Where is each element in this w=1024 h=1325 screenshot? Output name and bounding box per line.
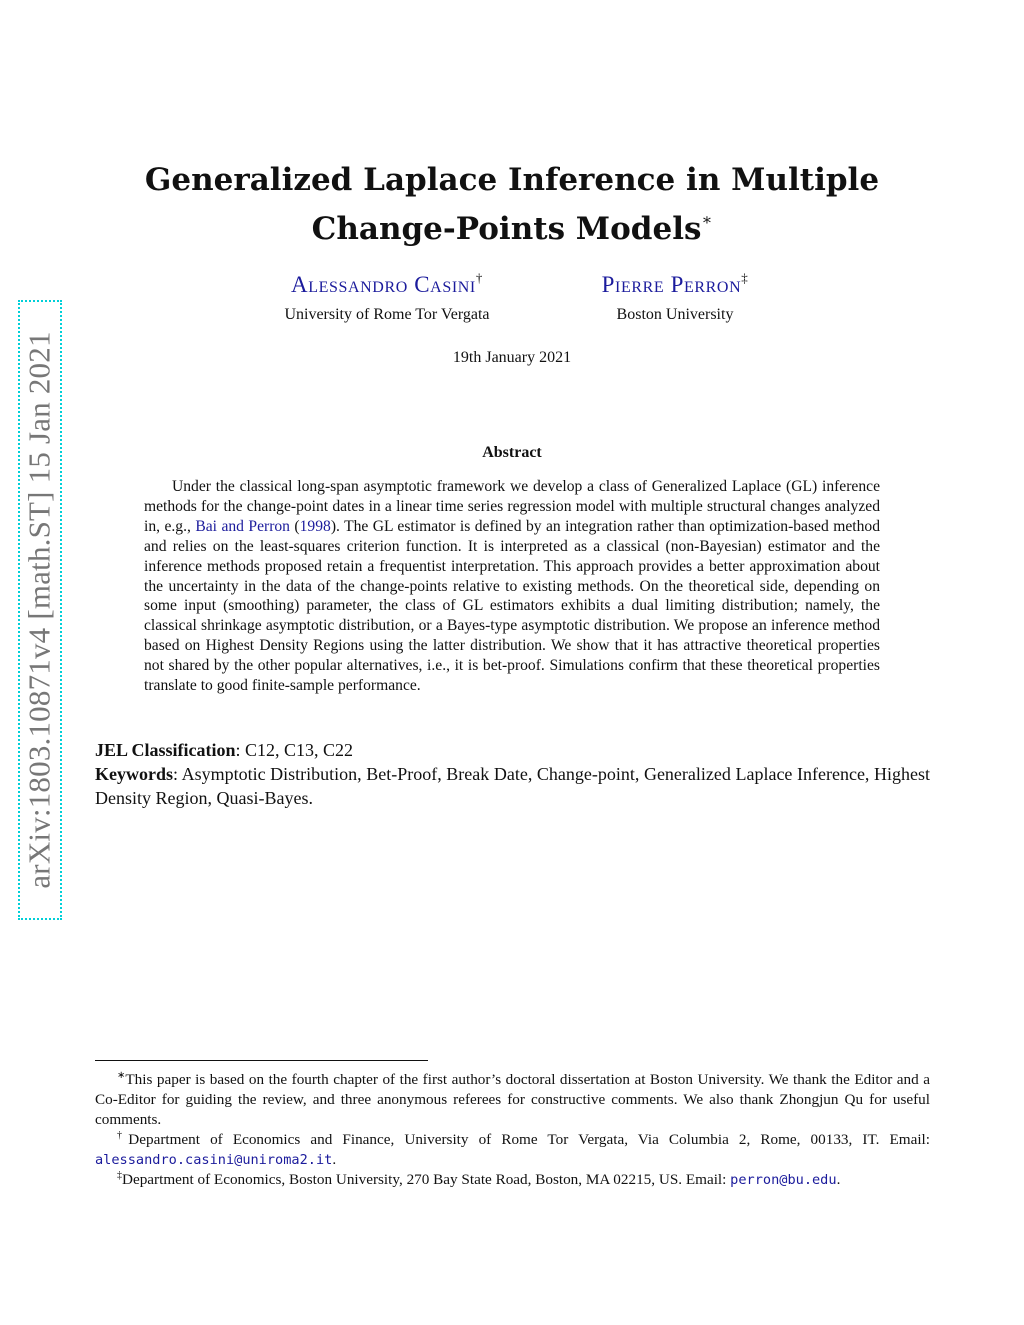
arxiv-stamp [18, 300, 62, 920]
footnote-2-mark: † [117, 1130, 129, 1141]
footnote-acknowledgements [95, 1066, 930, 1130]
keywords-label: Keywords [95, 764, 173, 784]
keywords-value: : Asymptotic Distribution, Bet-Proof, Break Date, Change-point, Generalized Laplace Inference, Highest Density Region, Quasi-Bayes. [95, 764, 930, 808]
author-casini-affiliation: University of Rome Tor Vergata [284, 306, 490, 323]
footnote-separator [95, 1060, 428, 1061]
abstract-heading: Abstract [482, 444, 542, 461]
citation-authors-link[interactable]: Bai and Perron [195, 517, 290, 535]
paper-date: 19th January 2021 [452, 349, 572, 366]
footnote-3-end: . [836, 1171, 841, 1188]
abstract-text-after-citation: The GL estimator is defined by an integration rather than optimization-based method and relies on the least-squares criterion function. It is interpreted as a classical (non-Bayesian) estimator and the inference methods proposed retain a frequentist interpretation. This approach provides a better approximation about the uncertainty in the data of the change-points relative to existing methods. On the theoretical side, depending on some input (smoothing) parameter, the class of GL estimators exhibits a dual limiting distribution; namely, the classical shrinkage asymptotic distribution, or a Bayes-type asymptotic distribution. We propose an inference method based on Highest Density Regions using the latter distribution. We show that it has attractive theoretical properties not shared by the other popular alternatives, i.e., it is bet-proof. Simulations confirm that these theoretical properties translate to good finite-sample performance. [144, 517, 880, 695]
footnote-1-text: This paper is based on the fourth chapter of the first author’s doctoral dissertation at Boston University. We thank the Editor and a Co-Editor for guiding the review, and three anonymous referees for constructive comments. We also thank Zhongjun Qu for useful comments. [95, 1071, 930, 1128]
author-perron-name[interactable]: Pierre Perron [601, 272, 742, 297]
footnote-1-mark: ∗ [117, 1070, 126, 1081]
footnote-2-text: Department of Economics and Finance, University of Rome Tor Vergata, Via Columbia 2, Rome, 00133, IT. Email: [128, 1131, 930, 1148]
author-perron-affiliation: Boston University [616, 306, 734, 323]
footnote-2-end: . [332, 1151, 337, 1168]
footnote-3-mark: ‡ [117, 1170, 122, 1181]
paper-title-line-2-text: Change-Points Models [311, 211, 702, 247]
author-perron [560, 270, 790, 324]
footnote-perron-address [95, 1166, 930, 1190]
abstract-body [144, 477, 880, 696]
arxiv-identifier: arXiv:1803.10871v4 [math.ST] 15 Jan 2021 [22, 331, 58, 889]
title-footnote-mark: ∗ [701, 210, 713, 229]
casini-email-link[interactable]: alessandro.casini@uniroma2.it [95, 1152, 333, 1168]
citation-year-link[interactable]: 1998 [299, 517, 331, 535]
paper-title-line-2 [140, 200, 884, 249]
footnote-3-text: Department of Economics, Boston University, 270 Bay State Road, Boston, MA 02215, US. Email: [122, 1171, 731, 1188]
paper-title-line-1: Generalized Laplace Inference in Multiple [144, 162, 880, 198]
author-casini-name[interactable]: Alessandro Casini [291, 272, 476, 297]
paper-title [140, 160, 884, 249]
citation-close-paren: ). [330, 517, 340, 535]
abstract-text-before-citation: Under the classical long-span asymptotic framework we develop a class of Generalized Laplace (GL) inference methods for the change-point dates in a linear time series regression model with multiple structural changes analyzed in, e.g., [144, 478, 880, 535]
jel-classification [95, 738, 930, 762]
keywords [95, 762, 930, 810]
perron-email-link[interactable]: perron@bu.edu [730, 1172, 837, 1188]
author-casini-mark: † [475, 270, 483, 285]
jel-label: JEL Classification [95, 740, 236, 760]
author-perron-mark: ‡ [741, 270, 749, 285]
author-casini [240, 270, 534, 324]
citation-open-paren: ( [289, 517, 300, 535]
footnote-casini-address [95, 1126, 930, 1170]
jel-value: : C12, C13, C22 [235, 740, 354, 760]
